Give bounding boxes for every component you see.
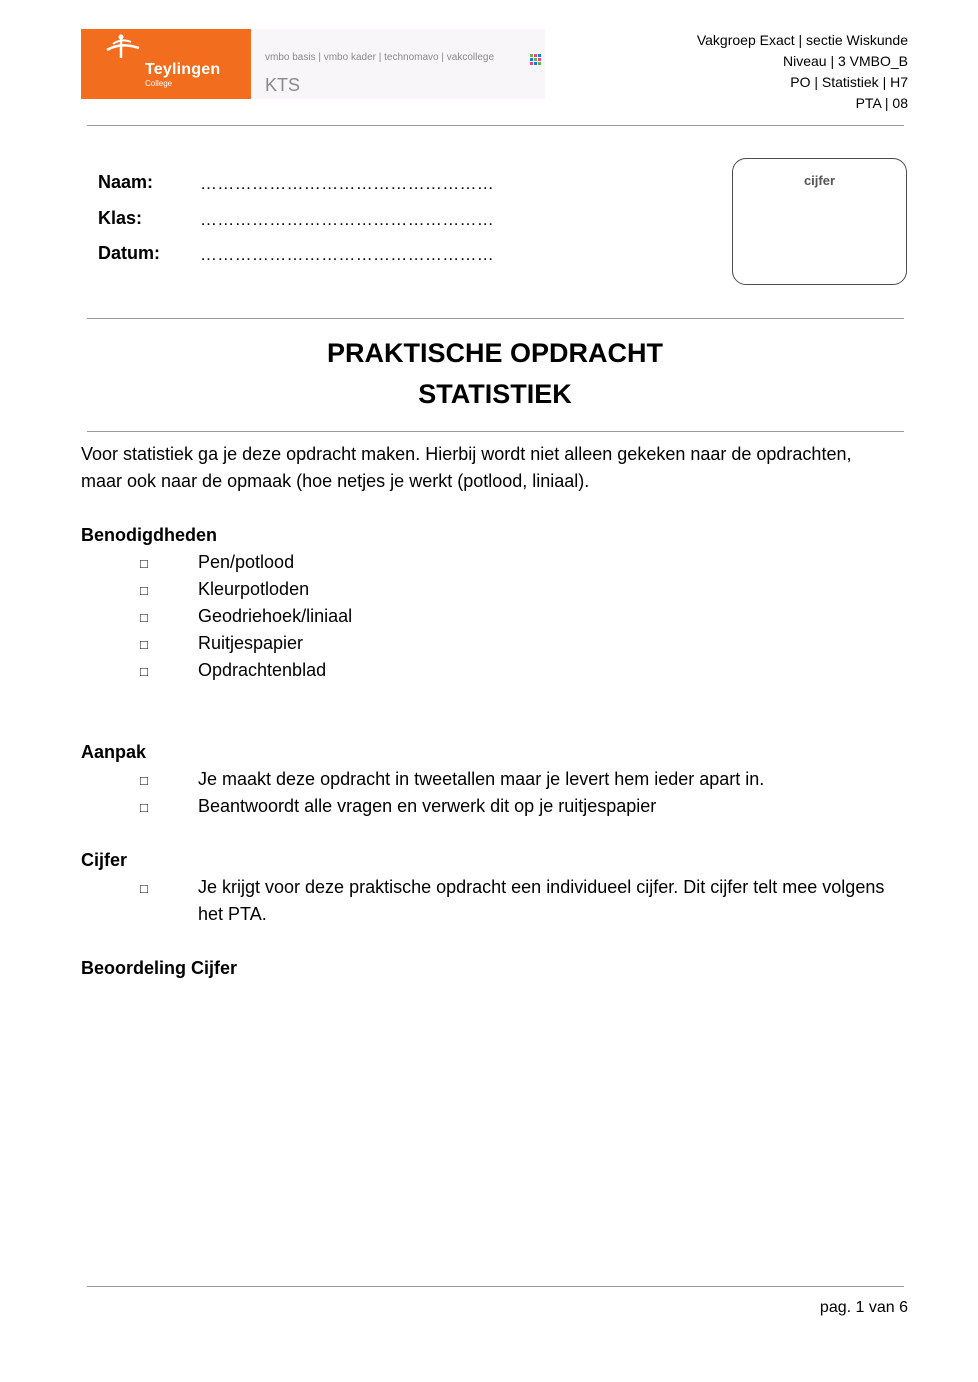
list-item-text: Opdrachtenblad	[198, 660, 327, 680]
checkbox-bullet-icon: □	[140, 610, 148, 625]
logo-orange-panel	[81, 29, 251, 99]
meta-line: Niveau | 3 VMBO_B	[782, 53, 908, 69]
teylingen-emblem-icon	[103, 34, 143, 64]
page-number: pag. 1 van 6	[819, 1299, 908, 1316]
intro-paragraph: Voor statistiek ga je deze opdracht maken. Hierbij wordt niet alleen gekeken naar de opdrachten, maar ook naar de opmaak (hoe netjes je werkt (potlood, liniaal).	[81, 444, 852, 491]
section-heading-supplies: Benodigdheden	[81, 525, 217, 545]
list-item-text: Pen/potlood	[198, 552, 295, 572]
grade-box-label: cijfer	[803, 173, 836, 188]
divider	[87, 125, 904, 126]
checkbox-bullet-icon: □	[140, 664, 148, 679]
section-heading-grade: Cijfer	[81, 850, 128, 870]
date-field[interactable]: ……………………………………………	[200, 245, 495, 264]
checkbox-bullet-icon: □	[140, 637, 148, 652]
logo-kts: KTS	[265, 75, 301, 95]
divider	[87, 431, 904, 432]
logo-levels-panel	[251, 29, 545, 99]
grid-dots-icon	[530, 54, 542, 66]
checkbox-bullet-icon: □	[140, 773, 148, 788]
document-meta	[697, 30, 908, 114]
meta-line: Vakgroep Exact | sectie Wiskunde	[696, 32, 908, 48]
checkbox-bullet-icon: □	[140, 556, 148, 571]
grade-box[interactable]	[732, 158, 907, 285]
logo-sub: College	[145, 79, 173, 88]
section-heading-approach: Aanpak	[81, 742, 147, 762]
class-field[interactable]: ……………………………………………	[200, 210, 495, 229]
list-item-text: Je krijgt voor deze praktische opdracht een individueel cijfer. Dit cijfer telt mee volgens het PTA.	[198, 877, 885, 924]
divider	[87, 318, 904, 319]
section-heading-assessment: Beoordeling Cijfer	[81, 958, 238, 978]
school-logo	[81, 29, 545, 99]
name-label: Naam:	[98, 172, 154, 192]
page-subtitle: STATISTIEK	[418, 379, 572, 409]
logo-levels: vmbo basis | vmbo kader | technomavo | vakcollege	[265, 52, 495, 63]
list-item-text: Beantwoordt alle vragen en verwerk dit op je ruitjespapier	[198, 796, 657, 816]
checkbox-bullet-icon: □	[140, 583, 148, 598]
page-title: PRAKTISCHE OPDRACHT	[326, 338, 663, 368]
list-item-text: Geodriehoek/liniaal	[198, 606, 353, 626]
date-label: Datum:	[98, 243, 160, 263]
logo-name: Teylingen	[145, 61, 221, 78]
divider	[87, 1286, 904, 1287]
meta-line: PTA | 08	[855, 95, 908, 111]
checkbox-bullet-icon: □	[140, 881, 148, 896]
class-label: Klas:	[98, 208, 143, 228]
checkbox-bullet-icon: □	[140, 800, 148, 815]
list-item-text: Kleurpotloden	[198, 579, 310, 599]
list-item-text: Ruitjespapier	[198, 633, 304, 653]
meta-line: PO | Statistiek | H7	[790, 74, 908, 90]
list-item-text: Je maakt deze opdracht in tweetallen maar je levert hem ieder apart in.	[198, 769, 765, 789]
name-field[interactable]: ……………………………………………	[200, 174, 495, 193]
